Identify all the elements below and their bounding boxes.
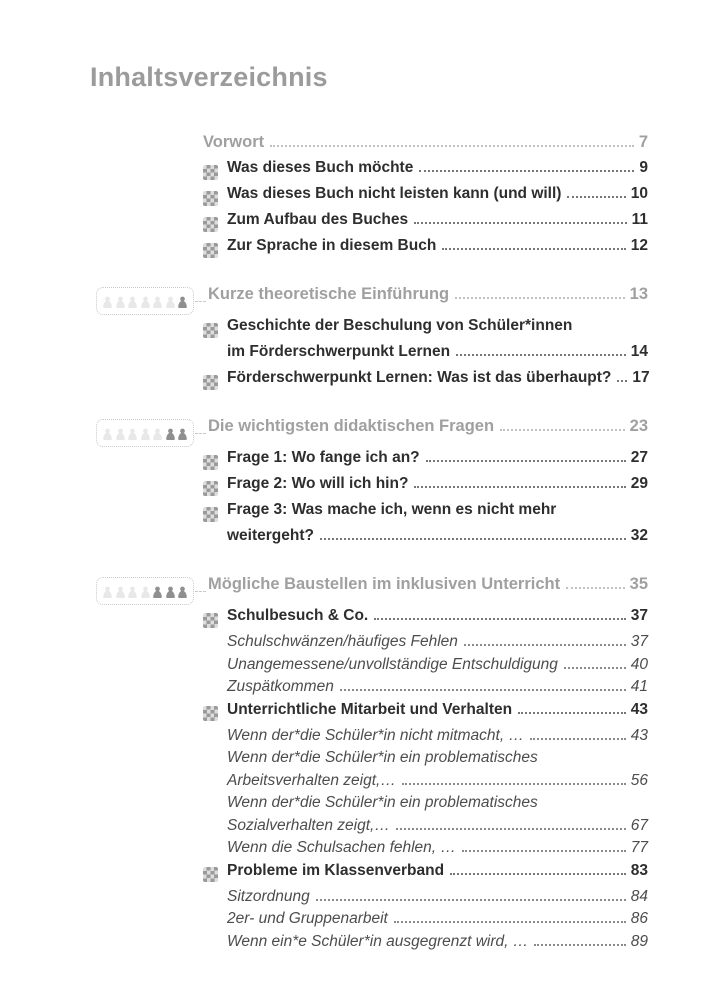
pawn-icon	[152, 424, 163, 444]
checker-icon	[203, 455, 218, 470]
toc-entry-label: im Förderschwerpunkt Lernen	[227, 343, 451, 360]
toc-page-number: 37	[630, 607, 648, 624]
pawn-icon	[127, 424, 138, 444]
toc-entry-label: Arbeitsverhalten zeigt,…	[227, 771, 396, 789]
toc-page-number: 32	[630, 527, 648, 544]
pawn-icon	[152, 292, 163, 312]
toc-entry-label: Probleme im Klassenverband	[227, 861, 445, 879]
toc-row	[203, 910, 648, 933]
toc-entry-label: Frage 1: Wo fange ich an?	[227, 449, 420, 466]
toc-row	[203, 727, 648, 750]
toc-page-number: 11	[631, 211, 648, 228]
toc-row	[96, 575, 648, 607]
toc-page-number: 86	[630, 910, 648, 927]
toc-row	[203, 449, 648, 475]
toc-entry-label: Schulbesuch & Co.	[227, 607, 369, 624]
checker-icon	[203, 613, 218, 628]
dot-leader	[456, 354, 626, 356]
dot-leader	[518, 712, 626, 714]
dot-leader	[564, 667, 626, 669]
pawn-icon	[115, 292, 126, 312]
toc-entry-label: Zuspätkommen	[227, 678, 334, 695]
section-progress-box	[96, 577, 208, 605]
checker-icon	[203, 706, 218, 721]
toc-entry-label: Was dieses Buch möchte	[227, 159, 414, 176]
toc-entry-label: Zur Sprache in diesem Buch	[227, 237, 437, 254]
dot-leader	[414, 222, 626, 224]
toc-row	[203, 701, 648, 727]
dot-leader	[566, 587, 625, 589]
pawn-icons	[96, 287, 194, 315]
dot-leader	[450, 873, 626, 875]
toc-entry-label: 2er- und Gruppenarbeit	[227, 910, 388, 927]
toc-row	[203, 369, 648, 395]
dot-leader	[567, 196, 625, 198]
dot-leader	[340, 689, 626, 691]
toc-row	[203, 475, 648, 501]
toc-page-number: 17	[632, 369, 650, 386]
pawn-icon	[177, 292, 188, 312]
toc-page-number: 84	[630, 887, 648, 905]
toc-entry-label: Wenn der*die Schüler*in ein problematisches	[227, 749, 538, 766]
toc-page-number: 37	[630, 633, 648, 650]
toc-page-number: 83	[630, 861, 648, 879]
toc-page-number: 12	[630, 237, 648, 254]
toc-page-number: 23	[629, 417, 648, 435]
toc-row	[227, 772, 648, 795]
pawn-icon	[177, 582, 188, 602]
dot-leader	[530, 738, 626, 740]
dot-leader	[442, 248, 625, 250]
pawn-icon	[177, 424, 188, 444]
page-title: Inhaltsverzeichnis	[90, 62, 328, 92]
toc-page-number: 14	[630, 343, 648, 360]
toc-row	[96, 285, 648, 317]
toc-row	[203, 607, 648, 633]
pawn-icon	[165, 582, 176, 602]
toc-entry-label: Wenn der*die Schüler*in ein problematisches	[227, 794, 538, 811]
pawn-icon	[165, 424, 176, 444]
toc-row	[203, 656, 648, 679]
toc-page-number: 35	[629, 575, 648, 593]
toc-row	[203, 133, 648, 159]
toc-row	[203, 888, 648, 911]
toc-page-number: 89	[630, 932, 648, 950]
toc-page-number: 67	[630, 816, 648, 834]
toc-entry-label: Geschichte der Beschulung von Schüler*innen	[227, 317, 573, 334]
toc-entry-label: Förderschwerpunkt Lernen: Was ist das überhaupt?	[227, 369, 612, 386]
toc-entry-label: Schulschwänzen/häufiges Fehlen	[227, 633, 458, 650]
pawn-icon	[115, 424, 126, 444]
toc-entry-label: Kurze theoretische Einführung	[208, 285, 450, 303]
connector-dash	[195, 591, 206, 592]
dot-leader	[534, 944, 625, 946]
toc-row	[203, 185, 648, 211]
toc-page-number: 77	[630, 839, 648, 856]
toc-entry-label: Wenn die Schulsachen fehlen, …	[227, 839, 456, 856]
pawn-icon	[127, 292, 138, 312]
toc-row	[203, 317, 648, 343]
toc-row	[203, 678, 648, 701]
section-progress-box	[96, 419, 208, 447]
checker-icon	[203, 375, 218, 390]
toc-row	[203, 839, 648, 862]
dot-leader	[374, 618, 626, 620]
checker-icon	[203, 217, 218, 232]
toc-entry-label: Sozialverhalten zeigt,…	[227, 816, 390, 834]
dot-leader	[500, 429, 625, 431]
checker-icon	[203, 191, 218, 206]
toc-entry-label: Sitzordnung	[227, 887, 310, 905]
pawn-icon	[102, 582, 113, 602]
checker-icon	[203, 481, 218, 496]
pawn-icons	[96, 577, 194, 605]
dot-leader	[320, 538, 626, 540]
toc-entry-label: Unterrichtliche Mitarbeit und Verhalten	[227, 700, 513, 718]
toc-page-number: 10	[630, 185, 648, 202]
dot-leader	[419, 170, 634, 172]
pawn-icon	[140, 292, 151, 312]
toc-row	[203, 159, 648, 185]
dot-leader	[455, 297, 625, 299]
dot-leader	[464, 644, 626, 646]
connector-dash	[195, 301, 206, 302]
checker-icon	[203, 243, 218, 258]
toc-entry-label: Mögliche Baustellen im inklusiven Unterricht	[208, 575, 561, 593]
toc-row	[96, 417, 648, 449]
toc-entry-label: Die wichtigsten didaktischen Fragen	[208, 417, 495, 435]
toc-row	[203, 211, 648, 237]
pawn-icon	[115, 582, 126, 602]
toc-entry-label: weitergeht?	[227, 527, 314, 544]
checker-icon	[203, 165, 218, 180]
pawn-icons	[96, 419, 194, 447]
dot-leader	[394, 921, 626, 923]
pawn-icon	[102, 424, 113, 444]
dot-leader	[316, 899, 626, 901]
pawn-icon	[127, 582, 138, 602]
toc-entry-label: Frage 2: Wo will ich hin?	[227, 475, 409, 492]
toc-row	[203, 933, 648, 956]
toc-entry-label: Wenn der*die Schüler*in nicht mitmacht, …	[227, 726, 524, 744]
connector-dash	[195, 433, 206, 434]
dot-leader	[270, 145, 634, 147]
toc-row	[203, 749, 648, 772]
toc-row	[227, 527, 648, 553]
checker-icon	[203, 507, 218, 522]
toc-page-number: 43	[630, 726, 648, 744]
toc-page-number: 40	[630, 655, 648, 673]
section-progress-box	[96, 287, 208, 315]
dot-leader	[402, 783, 626, 785]
pawn-icon	[152, 582, 163, 602]
pawn-icon	[140, 424, 151, 444]
toc-page-number: 7	[638, 133, 648, 151]
toc-entry-label: Frage 3: Was mache ich, wenn es nicht mehr	[227, 501, 557, 518]
toc-row	[203, 633, 648, 656]
toc-entry-label: Was dieses Buch nicht leisten kann (und will)	[227, 185, 562, 202]
toc-page-number: 13	[629, 285, 648, 303]
dot-leader	[426, 460, 626, 462]
toc-row	[227, 817, 648, 840]
toc-list	[96, 133, 648, 955]
checker-icon	[203, 323, 218, 338]
toc-entry-label: Unangemessene/unvollständige Entschuldigung	[227, 655, 558, 673]
dot-leader	[414, 486, 625, 488]
toc-row	[203, 862, 648, 888]
toc-entry-label: Zum Aufbau des Buches	[227, 211, 409, 228]
dot-leader	[396, 828, 626, 830]
toc-page-number: 41	[630, 678, 648, 695]
pawn-icon	[102, 292, 113, 312]
toc-row	[227, 343, 648, 369]
checker-icon	[203, 867, 218, 882]
toc-row	[203, 237, 648, 263]
toc-entry-label: Vorwort	[203, 133, 265, 151]
toc-page-number: 43	[630, 700, 648, 718]
toc-row	[203, 794, 648, 817]
toc-page-number: 56	[630, 771, 648, 789]
dot-leader	[617, 380, 627, 382]
toc-entry-label: Wenn ein*e Schüler*in ausgegrenzt wird, …	[227, 932, 529, 950]
toc-page-number: 9	[639, 159, 648, 176]
toc-row	[203, 501, 648, 527]
toc-page-number: 29	[630, 475, 648, 492]
pawn-icon	[165, 292, 176, 312]
toc-page-number: 27	[630, 449, 648, 466]
pawn-icon	[140, 582, 151, 602]
dot-leader	[462, 850, 626, 852]
